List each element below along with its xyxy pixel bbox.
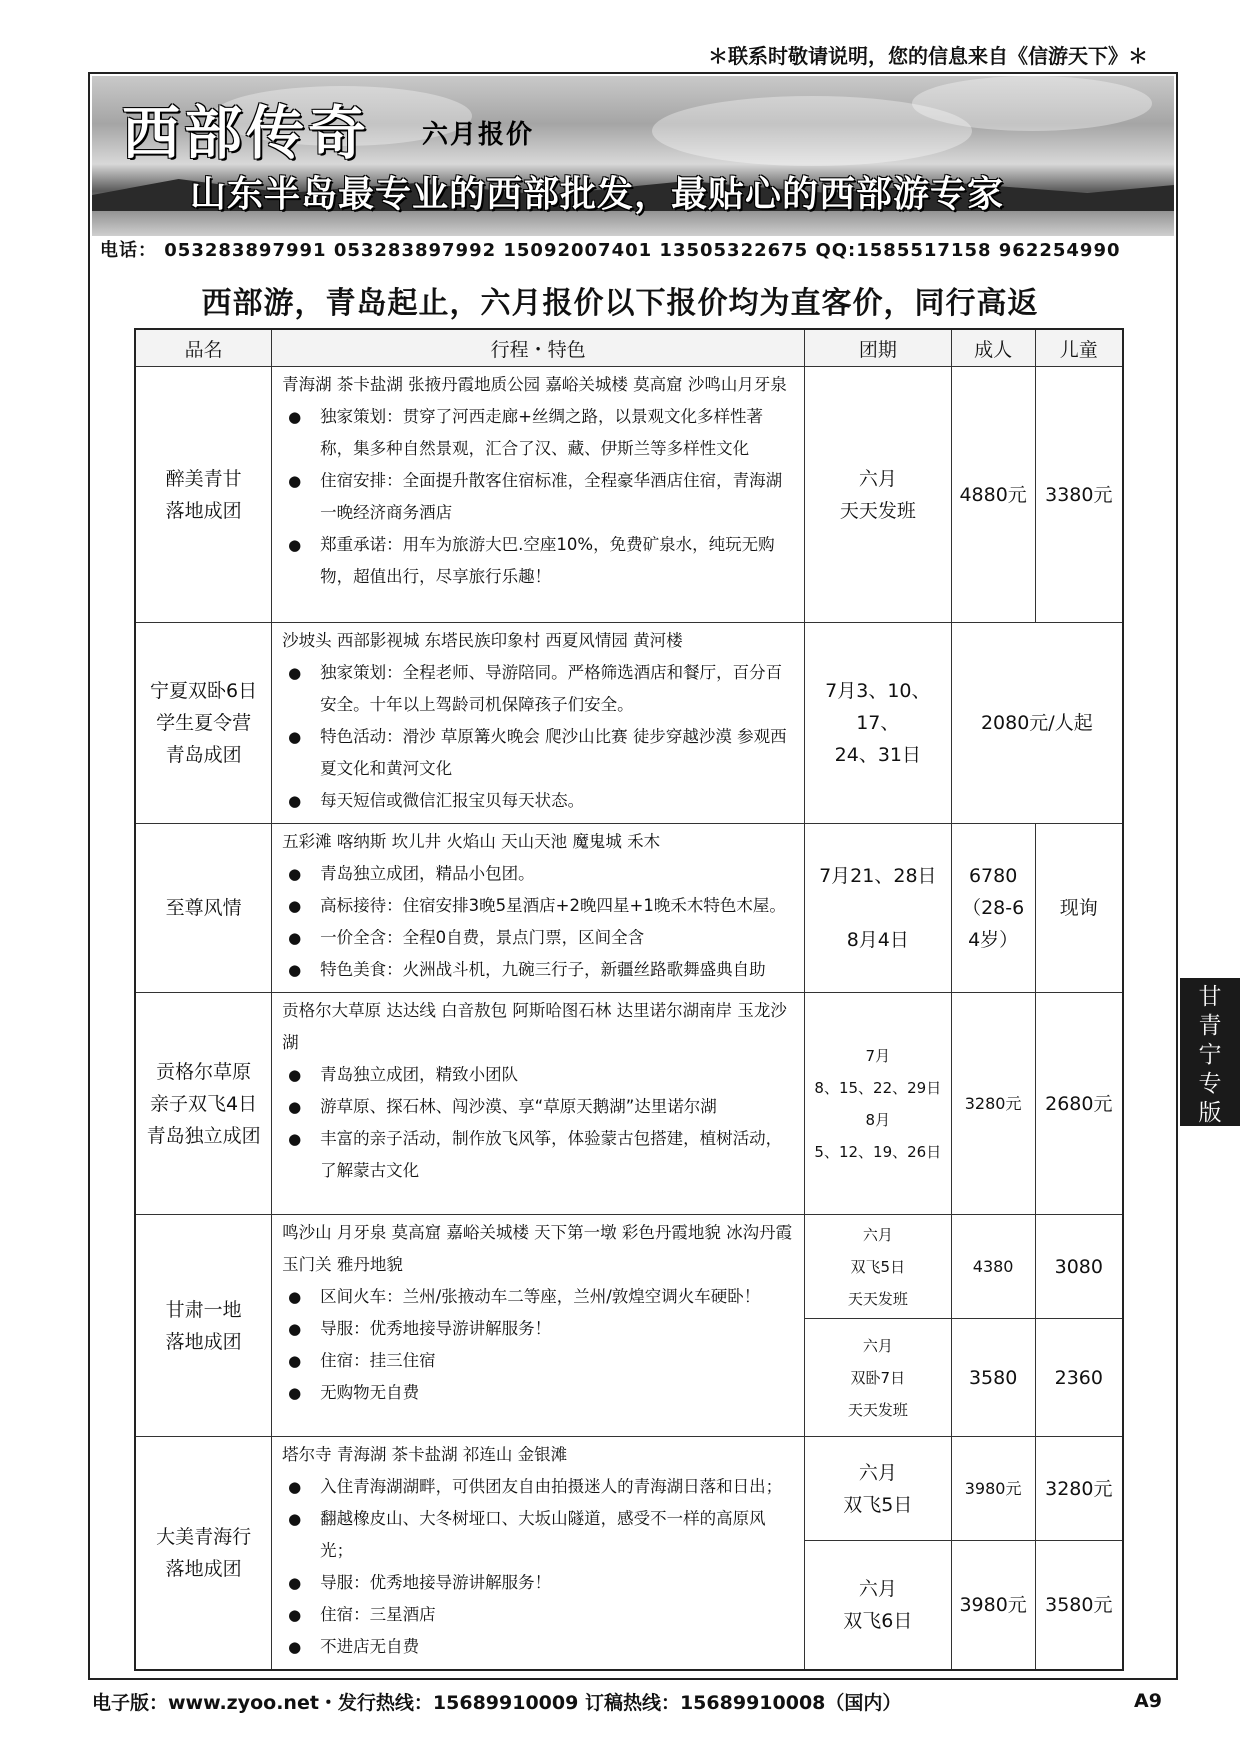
- contact-phones: 电话： 053283897991 053283897992 15092007401 13505322675 QQ:1585517158 962254990: [100, 240, 1121, 261]
- table-row: [135, 1215, 1123, 1319]
- child-price: 2680元: [1035, 993, 1123, 1215]
- page-number: A9: [1134, 1690, 1162, 1712]
- itinerary-places: 贡格尔大草原 达达线 白音敖包 阿斯哈图石林 达里诺尔湖南岸 玉龙沙湖: [282, 1001, 787, 1052]
- price-table: [134, 328, 1124, 1671]
- list-item: ● 独家策划：贯穿了河西走廊+丝绸之路，以景观文化多样性著称，集多种自然景观，汇合了汉、藏、伊斯兰等多样性文化: [282, 401, 796, 465]
- tour-dates: 六月 双飞5日 天天发班: [804, 1215, 951, 1319]
- child-price: 2360: [1035, 1319, 1123, 1437]
- itinerary-cell: [272, 1437, 805, 1671]
- itinerary-places: 五彩滩 喀纳斯 坎儿井 火焰山 天山天池 魔鬼城 禾木: [282, 832, 661, 851]
- tour-dates: 六月 双飞6日: [804, 1541, 951, 1670]
- adult-price: 3580: [951, 1319, 1035, 1437]
- adult-price: 4880元: [951, 367, 1035, 623]
- child-price: 现询: [1035, 824, 1123, 993]
- tour-dates: 六月 天天发班: [804, 367, 951, 623]
- itinerary-cell: [272, 367, 805, 623]
- table-row: [135, 824, 1123, 993]
- list-item: ● 郑重承诺：用车为旅游大巴.空座10%，免费矿泉水，纯玩无购物，超值出行，尽享旅行乐趣！: [282, 529, 796, 593]
- child-price: 3080: [1035, 1215, 1123, 1319]
- list-item: ● 入住青海湖湖畔，可供团友自由拍摄迷人的青海湖日落和日出；: [282, 1471, 796, 1503]
- table-row: [135, 993, 1123, 1215]
- itinerary-places: 沙坡头 西部影视城 东塔民族印象村 西夏风情园 黄河楼: [282, 631, 683, 650]
- list-item: ● 导服：优秀地接导游讲解服务！: [282, 1313, 796, 1345]
- product-name: 醉美青甘 落地成团: [135, 367, 272, 623]
- list-item: ● 住宿安排：全面提升散客住宿标准，全程豪华酒店住宿，青海湖一晚经济商务酒店: [282, 465, 796, 529]
- tour-dates: 7月3、10、17、 24、31日: [804, 623, 951, 824]
- list-item: ● 高标接待：住宿安排3晚5星酒店+2晚四星+1晚禾木特色木屋。: [282, 890, 796, 922]
- product-name: 贡格尔草原 亲子双飞4日 青岛独立成团: [135, 993, 272, 1215]
- list-item: ● 游草原、探石林、闯沙漠、享“草原天鹅湖”达里诺尔湖: [282, 1091, 796, 1123]
- list-item: ● 无购物无自费: [282, 1377, 796, 1409]
- list-item: ● 特色美食：火洲战斗机，九碗三行子，新疆丝路歌舞盛典自助: [282, 954, 796, 986]
- banner: [92, 76, 1174, 236]
- product-name: 宁夏双卧6日 学生夏令营 青岛成团: [135, 623, 272, 824]
- tour-dates: 7月 8、15、22、29日 8月 5、12、19、26日: [804, 993, 951, 1215]
- cloud-shape: [912, 76, 1152, 131]
- itinerary-places: 青海湖 茶卡盐湖 张掖丹霞地质公园 嘉峪关城楼 莫高窟 沙鸣山月牙泉: [282, 375, 787, 394]
- header-product: 品名: [135, 329, 272, 367]
- list-item: ● 独家策划：全程老师、导游陪同。严格筛选酒店和餐厅，百分百安全。十年以上驾龄司机保障孩子们安全。: [282, 657, 796, 721]
- list-item: ● 每天短信或微信汇报宝贝每天状态。: [282, 785, 796, 817]
- adult-price: 3980元: [951, 1541, 1035, 1670]
- adult-price: 3980元: [951, 1437, 1035, 1541]
- month-price-title: 六月报价: [422, 120, 535, 150]
- header-child: 儿童: [1035, 329, 1123, 367]
- itinerary-cell: [272, 824, 805, 993]
- tour-dates: 六月 双卧7日 天天发班: [804, 1319, 951, 1437]
- list-item: ● 不进店无自费: [282, 1631, 796, 1663]
- child-price: 3380元: [1035, 367, 1123, 623]
- itinerary-cell: [272, 1215, 805, 1437]
- slogan: 山东半岛最专业的西部批发，最贴心的西部游专家: [190, 173, 1005, 215]
- list-item: ● 青岛独立成团，精品小包团。: [282, 858, 796, 890]
- product-name: 大美青海行 落地成团: [135, 1437, 272, 1671]
- header-itinerary: 行程・特色: [272, 329, 805, 367]
- tour-dates: 7月21、28日 8月4日: [804, 824, 951, 993]
- header-dates: 团期: [804, 329, 951, 367]
- tour-dates: 六月 双飞5日: [804, 1437, 951, 1541]
- brand-logo: 西部传奇: [122, 99, 371, 167]
- list-item: ● 特色活动：滑沙 草原篝火晚会 爬沙山比赛 徒步穿越沙漠 参观西夏文化和黄河文化: [282, 721, 796, 785]
- list-item: ● 区间火车：兰州/张掖动车二等座，兰州/敦煌空调火车硬卧！: [282, 1281, 796, 1313]
- itinerary-cell: [272, 993, 805, 1215]
- itinerary-cell: [272, 623, 805, 824]
- product-name: 甘肃一地 落地成团: [135, 1215, 272, 1437]
- list-item: ● 丰富的亲子活动，制作放飞风筝，体验蒙古包搭建，植树活动，了解蒙古文化: [282, 1123, 796, 1187]
- table-row: [135, 367, 1123, 623]
- header-adult: 成人: [951, 329, 1035, 367]
- merged-price: 2080元/人起: [951, 623, 1123, 824]
- table-row: [135, 623, 1123, 824]
- adult-price: 6780 （28-6 4岁）: [951, 824, 1035, 993]
- list-item: ● 住宿：挂三住宿: [282, 1345, 796, 1377]
- child-price: 3280元: [1035, 1437, 1123, 1541]
- list-item: ● 住宿：三星酒店: [282, 1599, 796, 1631]
- list-item: ● 翻越橡皮山、大冬树垭口、大坂山隧道，感受不一样的高原风光；: [282, 1503, 796, 1567]
- section-side-tab: 甘 青 宁 专 版: [1180, 978, 1240, 1126]
- adult-price: 4380: [951, 1215, 1035, 1319]
- product-name: 至尊风情: [135, 824, 272, 993]
- child-price: 3580元: [1035, 1541, 1123, 1670]
- itinerary-places: 塔尔寺 青海湖 茶卡盐湖 祁连山 金银滩: [282, 1445, 568, 1464]
- headline: 西部游，青岛起止，六月报价以下报价均为直客价，同行高返: [201, 286, 1039, 321]
- table-header-row: [135, 329, 1123, 367]
- itinerary-places: 鸣沙山 月牙泉 莫高窟 嘉峪关城楼 天下第一墩 彩色丹霞地貌 冰沟丹霞 玉门关 雅丹地貌: [282, 1223, 793, 1274]
- adult-price: 3280元: [951, 993, 1035, 1215]
- list-item: ● 一价全含：全程0自费，景点门票，区间全含: [282, 922, 796, 954]
- footer-hotlines: 电子版：www.zyoo.net・发行热线：15689910009 订稿热线：15689910008（国内）: [92, 1692, 902, 1714]
- list-item: ● 导服：优秀地接导游讲解服务！: [282, 1567, 796, 1599]
- source-note: ＊联系时敬请说明，您的信息来自《信游天下》＊: [708, 44, 1148, 68]
- table-row: [135, 1437, 1123, 1541]
- list-item: ● 青岛独立成团，精致小团队: [282, 1059, 796, 1091]
